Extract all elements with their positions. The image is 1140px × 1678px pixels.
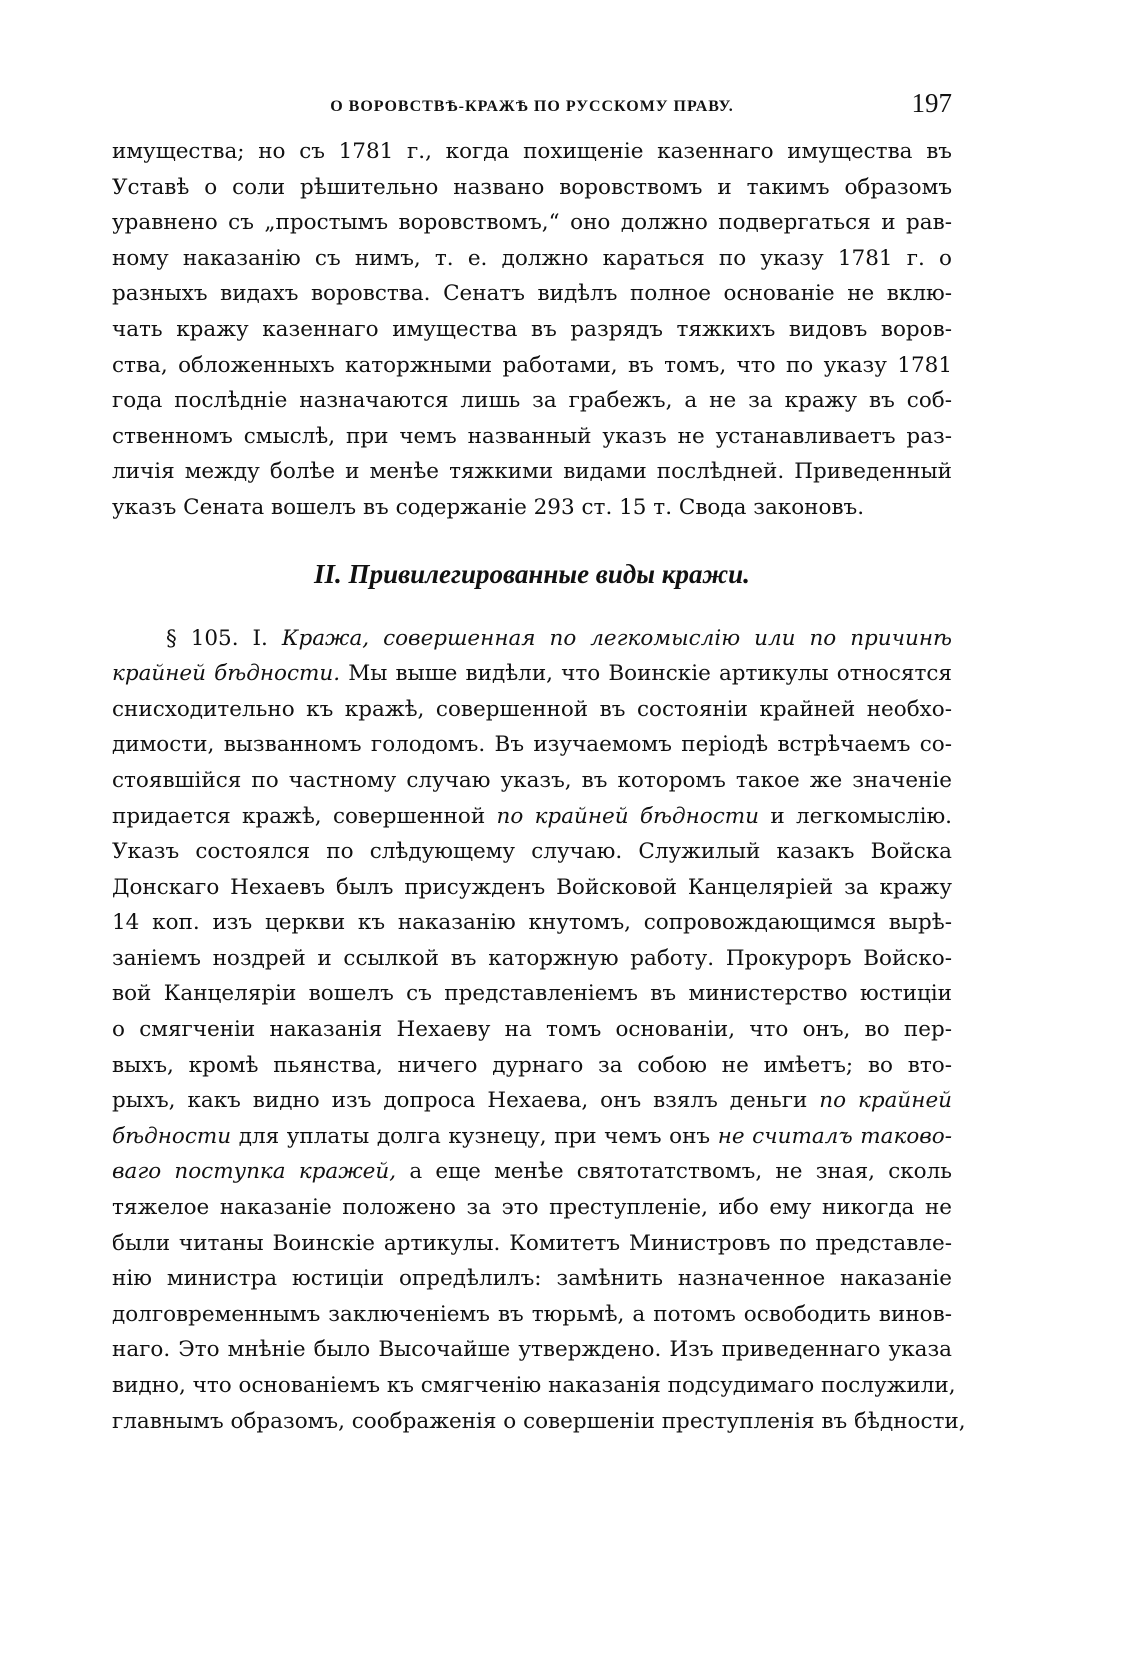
- text-line: стоявшійся по частному случаю указъ, въ которомъ такое же значеніе: [112, 767, 952, 793]
- page-number: 197: [911, 88, 952, 118]
- italic-phrase: не считалъ таково-: [717, 1123, 952, 1149]
- text-line: [112, 799, 952, 835]
- text-line: заніемъ ноздрей и ссылкой въ каторжную работу. Прокуроръ Войско-: [112, 945, 952, 971]
- paragraph-continuation: [112, 134, 952, 526]
- text-line: ственномъ смыслѣ, при чемъ названный указъ не устанавливаетъ раз-: [112, 423, 952, 449]
- text-line: наго. Это мнѣніе было Высочайше утверждено. Изъ приведеннаго указа: [112, 1337, 952, 1363]
- italic-phrase: ваго поступка кражей,: [112, 1159, 397, 1185]
- text-run: а еще менѣе святотатствомъ, не зная, сколь: [396, 1159, 952, 1185]
- text-run: рыхъ, какъ видно изъ допроса Нехаева, онъ взялъ деньги: [112, 1088, 820, 1114]
- running-title: О ВОРОВСТВѢ-КРАЖѢ ПО РУССКОМУ ПРАВУ.: [330, 98, 734, 115]
- text-line: снисходительно къ кражѣ, совершенной въ состояніи крайней необхо-: [112, 696, 952, 722]
- italic-title: Кража, совершенная по легкомыслію или по причинѣ: [281, 625, 952, 651]
- text-line: [112, 1083, 952, 1119]
- text-line: выхъ, кромѣ пьянства, ничего дурнаго за собою не имѣетъ; во вто-: [112, 1052, 952, 1078]
- text-run: и легкомыслію.: [759, 803, 952, 829]
- text-line: димости, вызванномъ голодомъ. Въ изучаемомъ періодѣ встрѣчаемъ со-: [112, 732, 952, 758]
- text-line: долговременнымъ заключеніемъ въ тюрьмѣ, а потомъ освободить винов-: [112, 1301, 952, 1327]
- text-line: ному наказанію съ нимъ, т. е. должно караться по указу 1781 г. о: [112, 245, 952, 271]
- text-line: нію министра юстиціи опредѣлилъ: замѣнить назначенное наказаніе: [112, 1266, 952, 1292]
- text-line: видно, что основаніемъ къ смягченію наказанія подсудимаго послужили,: [112, 1373, 956, 1398]
- text-line: ства, обложенныхъ каторжными работами, въ томъ, что по указу 1781: [112, 352, 952, 378]
- text-line: [112, 1119, 952, 1155]
- text-line: [112, 1154, 952, 1190]
- text-line: уравнено съ „простымъ воровствомъ,“ оно должно подвергаться и рав-: [112, 210, 952, 236]
- text-line: указъ Сената вошелъ въ содержаніе 293 ст. 15 т. Свода законовъ.: [112, 494, 865, 520]
- running-head: [112, 78, 952, 134]
- italic-phrase: по крайней: [819, 1088, 953, 1114]
- text-line: главнымъ образомъ, соображенія о совершеніи преступленія въ бѣдности,: [112, 1408, 966, 1434]
- text-run: для уплаты долга кузнецу, при чемъ онъ: [231, 1123, 718, 1149]
- text-line: чать кражу казеннаго имущества въ разрядъ тяжкихъ видовъ воров-: [112, 316, 952, 342]
- text-run: Мы выше видѣли, что Воинскіе артикулы относятся: [340, 661, 952, 687]
- text-line: были читаны Воинскіе артикулы. Комитетъ Министровъ по представле-: [112, 1230, 952, 1256]
- text-line: Уставѣ о соли рѣшительно названо воровствомъ и такимъ образомъ: [112, 174, 952, 200]
- text-line: о смягченіи наказанія Нехаеву на томъ основаніи, что онъ, во пер-: [112, 1017, 952, 1043]
- text-line: [112, 621, 952, 657]
- text-line: [112, 656, 952, 692]
- paragraph-section-105: [112, 621, 966, 1440]
- italic-phrase: бѣдности: [112, 1123, 232, 1149]
- text-line: Указъ состоялся по слѣдующему случаю. Служилый казакъ Войска: [112, 839, 952, 865]
- italic-title: крайней бѣдности.: [112, 661, 341, 687]
- text-line: разныхъ видахъ воровства. Сенатъ видѣлъ полное основаніе не вклю-: [112, 281, 952, 307]
- text-line: вой Канцеляріи вошелъ съ представленіемъ въ министерство юстиціи: [112, 981, 952, 1007]
- text-line: Донскаго Нехаевъ былъ присужденъ Войсковой Канцеляріей за кражу: [112, 874, 952, 900]
- italic-phrase: по крайней бѣдности: [496, 803, 760, 829]
- section-heading: II. Привилегированные виды кражи.: [314, 558, 750, 589]
- text-line: года послѣдніе назначаются лишь за грабежъ, а не за кражу въ соб-: [112, 388, 952, 414]
- text-run: придается кражѣ, совершенной: [112, 803, 497, 829]
- text-line: тяжелое наказаніе положено за это преступленіе, ибо ему никогда не: [112, 1195, 952, 1221]
- text-line: имущества; но съ 1781 г., когда похищеніе казеннаго имущества въ: [112, 139, 952, 164]
- book-page: [112, 78, 966, 1439]
- section-number: § 105. I.: [166, 625, 282, 651]
- text-line: 14 коп. изъ церкви къ наказанію кнутомъ, сопровождающимся вырѣ-: [112, 910, 952, 936]
- text-line: личія между болѣе и менѣе тяжкими видами послѣдней. Приведенный: [112, 459, 952, 485]
